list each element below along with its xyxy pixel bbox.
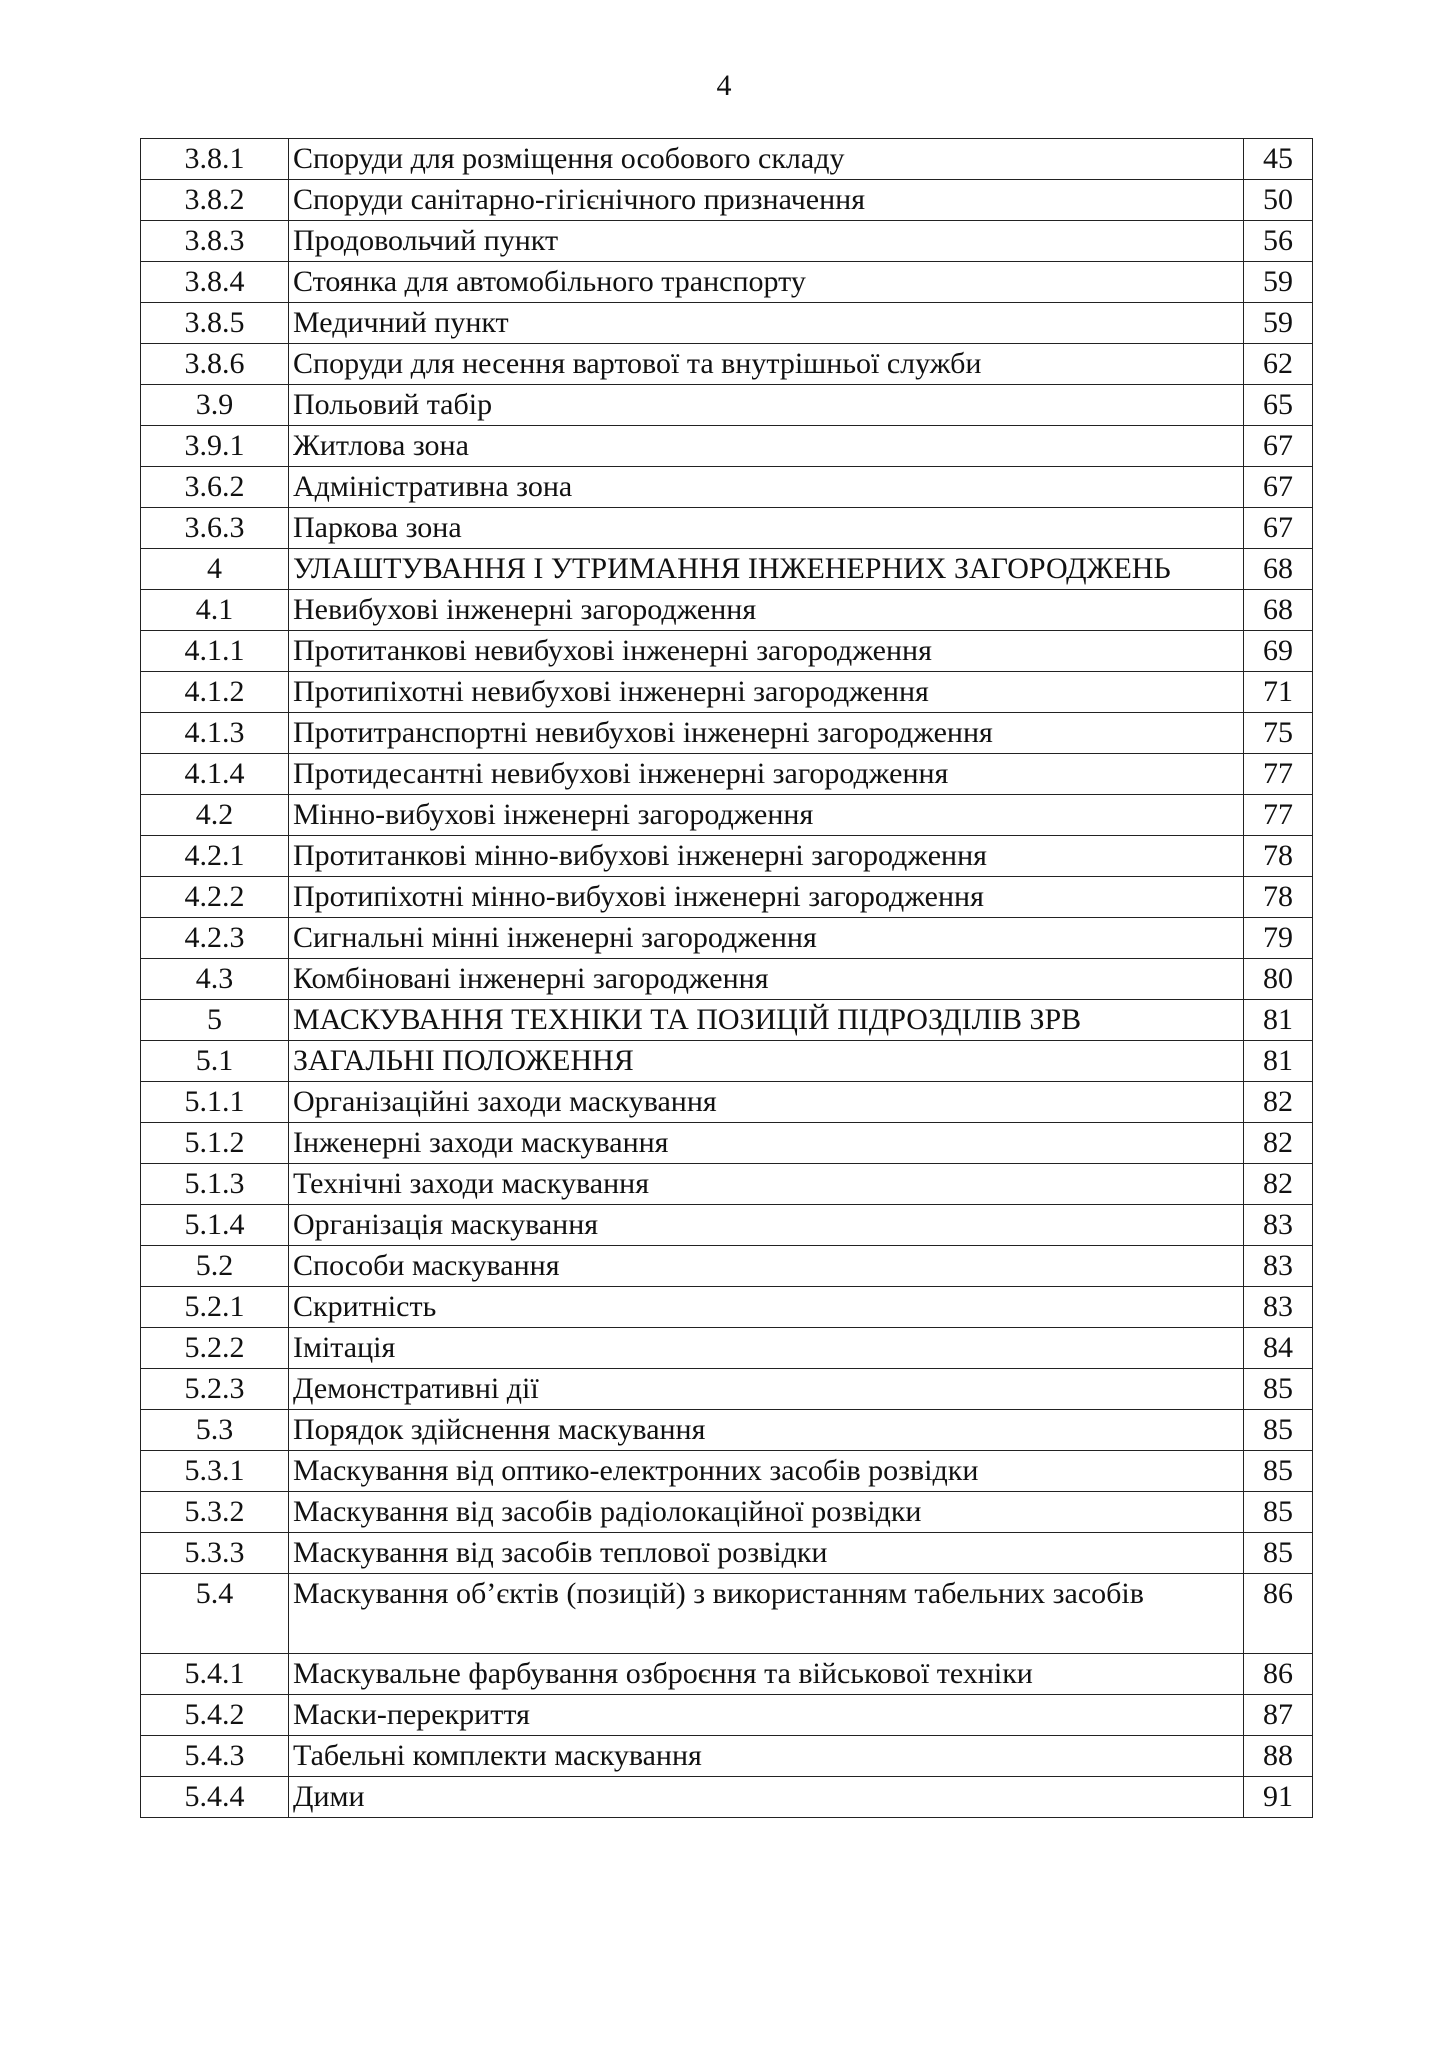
toc-row [141, 1654, 1313, 1695]
toc-row [141, 1287, 1313, 1328]
toc-page-number: 59 [1244, 262, 1313, 303]
toc-section-number: 5.4.2 [141, 1695, 289, 1736]
toc-page-number: 85 [1244, 1369, 1313, 1410]
toc-row [141, 672, 1313, 713]
toc-page-number: 83 [1244, 1246, 1313, 1287]
toc-row [141, 385, 1313, 426]
toc-page-number: 71 [1244, 672, 1313, 713]
toc-page-number: 56 [1244, 221, 1313, 262]
toc-section-number: 5.4.3 [141, 1736, 289, 1777]
toc-section-title: Споруди для несення вартової та внутрішньої служби [289, 344, 1244, 385]
toc-section-number: 5.1.1 [141, 1082, 289, 1123]
toc-row [141, 221, 1313, 262]
toc-page-number: 82 [1244, 1123, 1313, 1164]
toc-section-number: 5.4 [141, 1574, 289, 1654]
toc-section-title: Маскування об’єктів (позицій) з використанням табельних засобів [289, 1574, 1244, 1654]
toc-row [141, 1041, 1313, 1082]
toc-row [141, 877, 1313, 918]
toc-section-number: 5.3.3 [141, 1533, 289, 1574]
toc-page-number: 78 [1244, 836, 1313, 877]
toc-section-title: Скритність [289, 1287, 1244, 1328]
toc-page-number: 91 [1244, 1777, 1313, 1818]
toc-section-title: Табельні комплекти маскування [289, 1736, 1244, 1777]
toc-page-number: 86 [1244, 1574, 1313, 1654]
toc-section-number: 5.3 [141, 1410, 289, 1451]
toc-row [141, 1736, 1313, 1777]
toc-section-title: Адміністративна зона [289, 467, 1244, 508]
toc-section-number: 5.2.3 [141, 1369, 289, 1410]
toc-section-number: 4.1.2 [141, 672, 289, 713]
toc-page-number: 78 [1244, 877, 1313, 918]
toc-section-title: Протитанкові мінно-вибухові інженерні загородження [289, 836, 1244, 877]
toc-page-number: 65 [1244, 385, 1313, 426]
toc-row [141, 467, 1313, 508]
toc-section-number: 3.8.4 [141, 262, 289, 303]
toc-row [141, 139, 1313, 180]
toc-section-number: 5.2.1 [141, 1287, 289, 1328]
toc-section-number: 3.8.5 [141, 303, 289, 344]
toc-page-number: 79 [1244, 918, 1313, 959]
toc-section-number: 4.1.4 [141, 754, 289, 795]
toc-row [141, 303, 1313, 344]
toc-page-number: 68 [1244, 590, 1313, 631]
toc-section-number: 3.6.2 [141, 467, 289, 508]
toc-section-title: Дими [289, 1777, 1244, 1818]
toc-page-number: 83 [1244, 1205, 1313, 1246]
toc-page-number: 82 [1244, 1082, 1313, 1123]
toc-page-number: 81 [1244, 1041, 1313, 1082]
toc-row [141, 508, 1313, 549]
toc-row [141, 959, 1313, 1000]
toc-row [141, 1451, 1313, 1492]
toc-section-title: Польовий табір [289, 385, 1244, 426]
toc-section-title: Споруди санітарно-гігієнічного призначення [289, 180, 1244, 221]
toc-section-title: Протипіхотні невибухові інженерні загородження [289, 672, 1244, 713]
toc-page-number: 59 [1244, 303, 1313, 344]
toc-section-title: Сигнальні мінні інженерні загородження [289, 918, 1244, 959]
toc-section-number: 4.2 [141, 795, 289, 836]
toc-section-number: 3.9.1 [141, 426, 289, 467]
toc-row [141, 1164, 1313, 1205]
toc-section-title: Мінно-вибухові інженерні загородження [289, 795, 1244, 836]
toc-row [141, 1328, 1313, 1369]
toc-page-number: 68 [1244, 549, 1313, 590]
toc-section-title: Комбіновані інженерні загородження [289, 959, 1244, 1000]
toc-row [141, 1082, 1313, 1123]
toc-row [141, 1492, 1313, 1533]
toc-section-number: 3.8.1 [141, 139, 289, 180]
toc-row [141, 1695, 1313, 1736]
toc-row [141, 344, 1313, 385]
toc-section-number: 5.3.1 [141, 1451, 289, 1492]
toc-section-title: Маскування від оптико-електронних засобів розвідки [289, 1451, 1244, 1492]
toc-page-number: 69 [1244, 631, 1313, 672]
toc-section-title: Продовольчий пункт [289, 221, 1244, 262]
toc-page-number: 67 [1244, 467, 1313, 508]
toc-section-title: Невибухові інженерні загородження [289, 590, 1244, 631]
toc-page-number: 85 [1244, 1410, 1313, 1451]
toc-section-title: Споруди для розміщення особового складу [289, 139, 1244, 180]
toc-section-number: 5.2.2 [141, 1328, 289, 1369]
toc-row [141, 426, 1313, 467]
toc-section-title: Маскувальне фарбування озброєння та військової техніки [289, 1654, 1244, 1695]
toc-section-title: УЛАШТУВАННЯ І УТРИМАННЯ ІНЖЕНЕРНИХ ЗАГОРОДЖЕНЬ [289, 549, 1244, 590]
toc-page-number: 67 [1244, 426, 1313, 467]
toc-row [141, 918, 1313, 959]
toc-page-number: 81 [1244, 1000, 1313, 1041]
toc-row [141, 836, 1313, 877]
toc-section-title: Житлова зона [289, 426, 1244, 467]
toc-section-number: 3.9 [141, 385, 289, 426]
toc-row [141, 1205, 1313, 1246]
toc-page-number: 86 [1244, 1654, 1313, 1695]
toc-section-title: Організація маскування [289, 1205, 1244, 1246]
toc-row [141, 1369, 1313, 1410]
toc-row [141, 713, 1313, 754]
toc-body [141, 139, 1313, 1818]
toc-page-number: 85 [1244, 1492, 1313, 1533]
toc-page-number: 87 [1244, 1695, 1313, 1736]
toc-page-number: 67 [1244, 508, 1313, 549]
toc-section-title: Маски-перекриття [289, 1695, 1244, 1736]
toc-section-title: Маскування від засобів теплової розвідки [289, 1533, 1244, 1574]
toc-page-number: 83 [1244, 1287, 1313, 1328]
toc-row [141, 262, 1313, 303]
toc-section-title: Імітація [289, 1328, 1244, 1369]
toc-section-title: Медичний пункт [289, 303, 1244, 344]
toc-row [141, 795, 1313, 836]
toc-section-title: Протидесантні невибухові інженерні загородження [289, 754, 1244, 795]
toc-row [141, 754, 1313, 795]
toc-page-number: 50 [1244, 180, 1313, 221]
toc-section-number: 4.1 [141, 590, 289, 631]
toc-section-title: Інженерні заходи маскування [289, 1123, 1244, 1164]
toc-section-title: Протитранспортні невибухові інженерні загородження [289, 713, 1244, 754]
toc-section-number: 4.1.1 [141, 631, 289, 672]
toc-section-title: Демонстративні дії [289, 1369, 1244, 1410]
toc-section-number: 4.2.2 [141, 877, 289, 918]
toc-page-number: 77 [1244, 754, 1313, 795]
toc-section-number: 5.4.4 [141, 1777, 289, 1818]
toc-row [141, 590, 1313, 631]
table-of-contents [140, 138, 1313, 1818]
toc-page-number: 45 [1244, 139, 1313, 180]
toc-row [141, 631, 1313, 672]
toc-row [141, 1123, 1313, 1164]
toc-row [141, 1574, 1313, 1654]
toc-section-title: Технічні заходи маскування [289, 1164, 1244, 1205]
toc-section-title: Маскування від засобів радіолокаційної розвідки [289, 1492, 1244, 1533]
toc-section-number: 4 [141, 549, 289, 590]
toc-section-number: 5.1 [141, 1041, 289, 1082]
toc-section-title: Організаційні заходи маскування [289, 1082, 1244, 1123]
toc-row [141, 549, 1313, 590]
toc-page-number: 85 [1244, 1451, 1313, 1492]
toc-section-title: Способи маскування [289, 1246, 1244, 1287]
toc-page-number: 88 [1244, 1736, 1313, 1777]
toc-row [141, 1777, 1313, 1818]
toc-section-title: Протипіхотні мінно-вибухові інженерні загородження [289, 877, 1244, 918]
toc-section-title: ЗАГАЛЬНІ ПОЛОЖЕННЯ [289, 1041, 1244, 1082]
toc-section-number: 3.8.6 [141, 344, 289, 385]
toc-section-title: Порядок здійснення маскування [289, 1410, 1244, 1451]
toc-row [141, 1410, 1313, 1451]
toc-page-number: 77 [1244, 795, 1313, 836]
toc-page-number: 82 [1244, 1164, 1313, 1205]
toc-row [141, 1000, 1313, 1041]
toc-section-number: 4.3 [141, 959, 289, 1000]
toc-section-title: Паркова зона [289, 508, 1244, 549]
toc-row [141, 1246, 1313, 1287]
toc-section-number: 5.2 [141, 1246, 289, 1287]
toc-section-number: 5.1.3 [141, 1164, 289, 1205]
toc-page-number: 84 [1244, 1328, 1313, 1369]
toc-section-number: 4.1.3 [141, 713, 289, 754]
toc-row [141, 180, 1313, 221]
toc-section-number: 3.6.3 [141, 508, 289, 549]
toc-row [141, 1533, 1313, 1574]
toc-page-number: 80 [1244, 959, 1313, 1000]
toc-section-title: Стоянка для автомобільного транспорту [289, 262, 1244, 303]
toc-section-title: МАСКУВАННЯ ТЕХНІКИ ТА ПОЗИЦІЙ ПІДРОЗДІЛІВ ЗРВ [289, 1000, 1244, 1041]
page-number: 4 [716, 69, 732, 102]
toc-section-number: 5.3.2 [141, 1492, 289, 1533]
toc-section-number: 4.2.3 [141, 918, 289, 959]
toc-section-title: Протитанкові невибухові інженерні загородження [289, 631, 1244, 672]
toc-section-number: 5.1.4 [141, 1205, 289, 1246]
toc-section-number: 5 [141, 1000, 289, 1041]
toc-section-number: 5.4.1 [141, 1654, 289, 1695]
toc-page-number: 62 [1244, 344, 1313, 385]
toc-section-number: 5.1.2 [141, 1123, 289, 1164]
toc-section-number: 3.8.2 [141, 180, 289, 221]
toc-section-number: 4.2.1 [141, 836, 289, 877]
toc-section-number: 3.8.3 [141, 221, 289, 262]
toc-page-number: 75 [1244, 713, 1313, 754]
toc-page-number: 85 [1244, 1533, 1313, 1574]
